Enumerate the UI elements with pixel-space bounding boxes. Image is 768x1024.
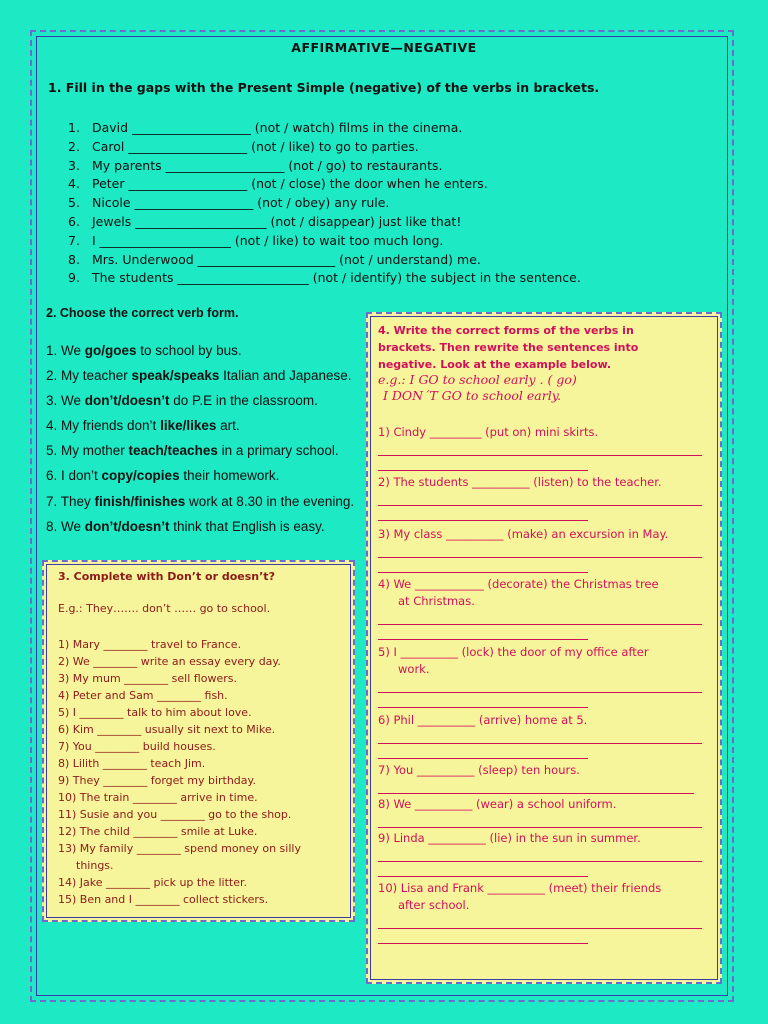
answer-line[interactable] bbox=[378, 506, 588, 521]
section1-item: 3. My parents ___________________ (not / go) to restaurants. bbox=[68, 157, 443, 173]
section2-heading: 2. Choose the correct verb form. bbox=[46, 306, 239, 320]
section2-item: 7. They finish/finishes work at 8.30 in the evening. bbox=[46, 493, 355, 509]
section3-item: 8) Lilith ________ teach Jim. bbox=[58, 757, 206, 770]
section3-item: 15) Ben and I ________ collect stickers. bbox=[58, 893, 269, 906]
section4-item: 4) We ____________ (decorate) the Christmas tree at Christmas. bbox=[378, 576, 704, 640]
section1-heading: 1. Fill in the gaps with the Present Simple (negative) of the verbs in brackets. bbox=[48, 80, 600, 95]
section1-item: 9. The students _____________________ (not / identify) the subject in the sentence. bbox=[68, 270, 581, 286]
section3-item: 1) Mary ________ travel to France. bbox=[58, 638, 242, 651]
section3-example: E.g.: They……. don’t …… go to school. bbox=[58, 602, 271, 615]
section3-item: 6) Kim ________ usually sit next to Mike. bbox=[58, 723, 276, 736]
section4-item: 10) Lisa and Frank __________ (meet) their friends after school. bbox=[378, 880, 704, 944]
section4-item: 2) The students __________ (listen) to the teacher. bbox=[378, 474, 704, 521]
section1-list bbox=[68, 119, 581, 288]
section3-item: 9) They ________ forget my birthday. bbox=[58, 774, 256, 787]
section2-item: 2. My teacher speak/speaks Italian and Japanese. bbox=[46, 368, 352, 384]
answer-line[interactable] bbox=[378, 847, 702, 862]
section2-item: 3. We don’t/doesn’t do P.E in the classroom. bbox=[46, 393, 318, 409]
answer-line[interactable] bbox=[378, 610, 702, 625]
section3-item: 2) We ________ write an essay every day. bbox=[58, 655, 281, 668]
section1-item: 4. Peter ___________________ (not / close) the door when he enters. bbox=[68, 176, 488, 192]
section4-box bbox=[366, 312, 722, 984]
worksheet-title: AFFIRMATIVE—NEGATIVE bbox=[291, 40, 477, 55]
answer-line[interactable] bbox=[378, 929, 588, 944]
section4-item: 8) We __________ (wear) a school uniform. bbox=[378, 796, 704, 828]
section4-item: 7) You __________ (sleep) ten hours. bbox=[378, 762, 704, 794]
answer-line[interactable] bbox=[378, 693, 588, 708]
section2-list bbox=[46, 338, 354, 539]
answer-line[interactable] bbox=[378, 862, 588, 877]
answer-line[interactable] bbox=[378, 558, 588, 573]
section4-item: 3) My class __________ (make) an excursion in May. bbox=[378, 526, 704, 573]
answer-line[interactable] bbox=[378, 441, 702, 456]
section4-item: 6) Phil __________ (arrive) home at 5. bbox=[378, 712, 704, 759]
section2-item: 5. My mother teach/teaches in a primary school. bbox=[46, 443, 339, 459]
section3-list bbox=[58, 636, 328, 908]
section1-item: 6. Jewels _____________________ (not / disappear) just like that! bbox=[68, 213, 462, 229]
section2-item: 1. We go/goes to school by bus. bbox=[46, 343, 242, 358]
answer-line[interactable] bbox=[378, 491, 702, 506]
section3-item: 11) Susie and you ________ go to the shop. bbox=[58, 808, 292, 821]
section1-item: 8. Mrs. Underwood ______________________ (not / understand) me. bbox=[68, 251, 481, 267]
section3-item: 10) The train ________ arrive in time. bbox=[58, 791, 258, 804]
section4-item: 5) I __________ (lock) the door of my office after work. bbox=[378, 644, 704, 708]
section1-item: 2. Carol ___________________ (not / like) to go to parties. bbox=[68, 138, 419, 154]
section4-item: 1) Cindy _________ (put on) mini skirts. bbox=[378, 424, 704, 471]
section4-example: e.g.: I GO to school early . ( go) I DON´T GO to school early. bbox=[378, 372, 577, 403]
section3-heading: 3. Complete with Don’t or doesn’t? bbox=[58, 570, 275, 583]
answer-line[interactable] bbox=[378, 813, 702, 828]
answer-line[interactable] bbox=[378, 744, 588, 759]
section2-item: 6. I don’t copy/copies their homework. bbox=[46, 468, 280, 484]
section1-item: 5. Nicole ___________________ (not / obey) any rule. bbox=[68, 195, 390, 211]
section3-item: 12) The child ________ smile at Luke. bbox=[58, 825, 258, 838]
answer-line[interactable] bbox=[378, 779, 694, 794]
section3-item: 14) Jake ________ pick up the litter. bbox=[58, 876, 247, 889]
answer-line[interactable] bbox=[378, 914, 702, 929]
section1-item: 7. I _____________________ (not / like) to wait too much long. bbox=[68, 232, 444, 248]
section1-item: 1. David ___________________ (not / watch) films in the cinema. bbox=[68, 120, 463, 135]
section2-item: 8. We don’t/doesn’t think that English is easy. bbox=[46, 518, 325, 534]
section4-heading: 4. Write the correct forms of the verbs in brackets. Then rewrite the sentences into negative. Look at the example below. bbox=[378, 324, 639, 371]
section4-item: 9) Linda __________ (lie) in the sun in summer. bbox=[378, 830, 704, 877]
section3-item: 4) Peter and Sam ________ fish. bbox=[58, 689, 228, 702]
section3-item: 7) You ________ build houses. bbox=[58, 740, 216, 753]
section3-item: 3) My mum ________ sell flowers. bbox=[58, 672, 237, 685]
section3-item: 5) I ________ talk to him about love. bbox=[58, 706, 252, 719]
answer-line[interactable] bbox=[378, 625, 588, 640]
section3-item: 13) My family ________ spend money on silly things. bbox=[58, 842, 301, 872]
answer-line[interactable] bbox=[378, 456, 588, 471]
answer-line[interactable] bbox=[378, 729, 702, 744]
answer-line[interactable] bbox=[378, 678, 702, 693]
answer-line[interactable] bbox=[378, 543, 702, 558]
section2-item: 4. My friends don’t like/likes art. bbox=[46, 418, 240, 434]
section3-box bbox=[42, 560, 355, 922]
